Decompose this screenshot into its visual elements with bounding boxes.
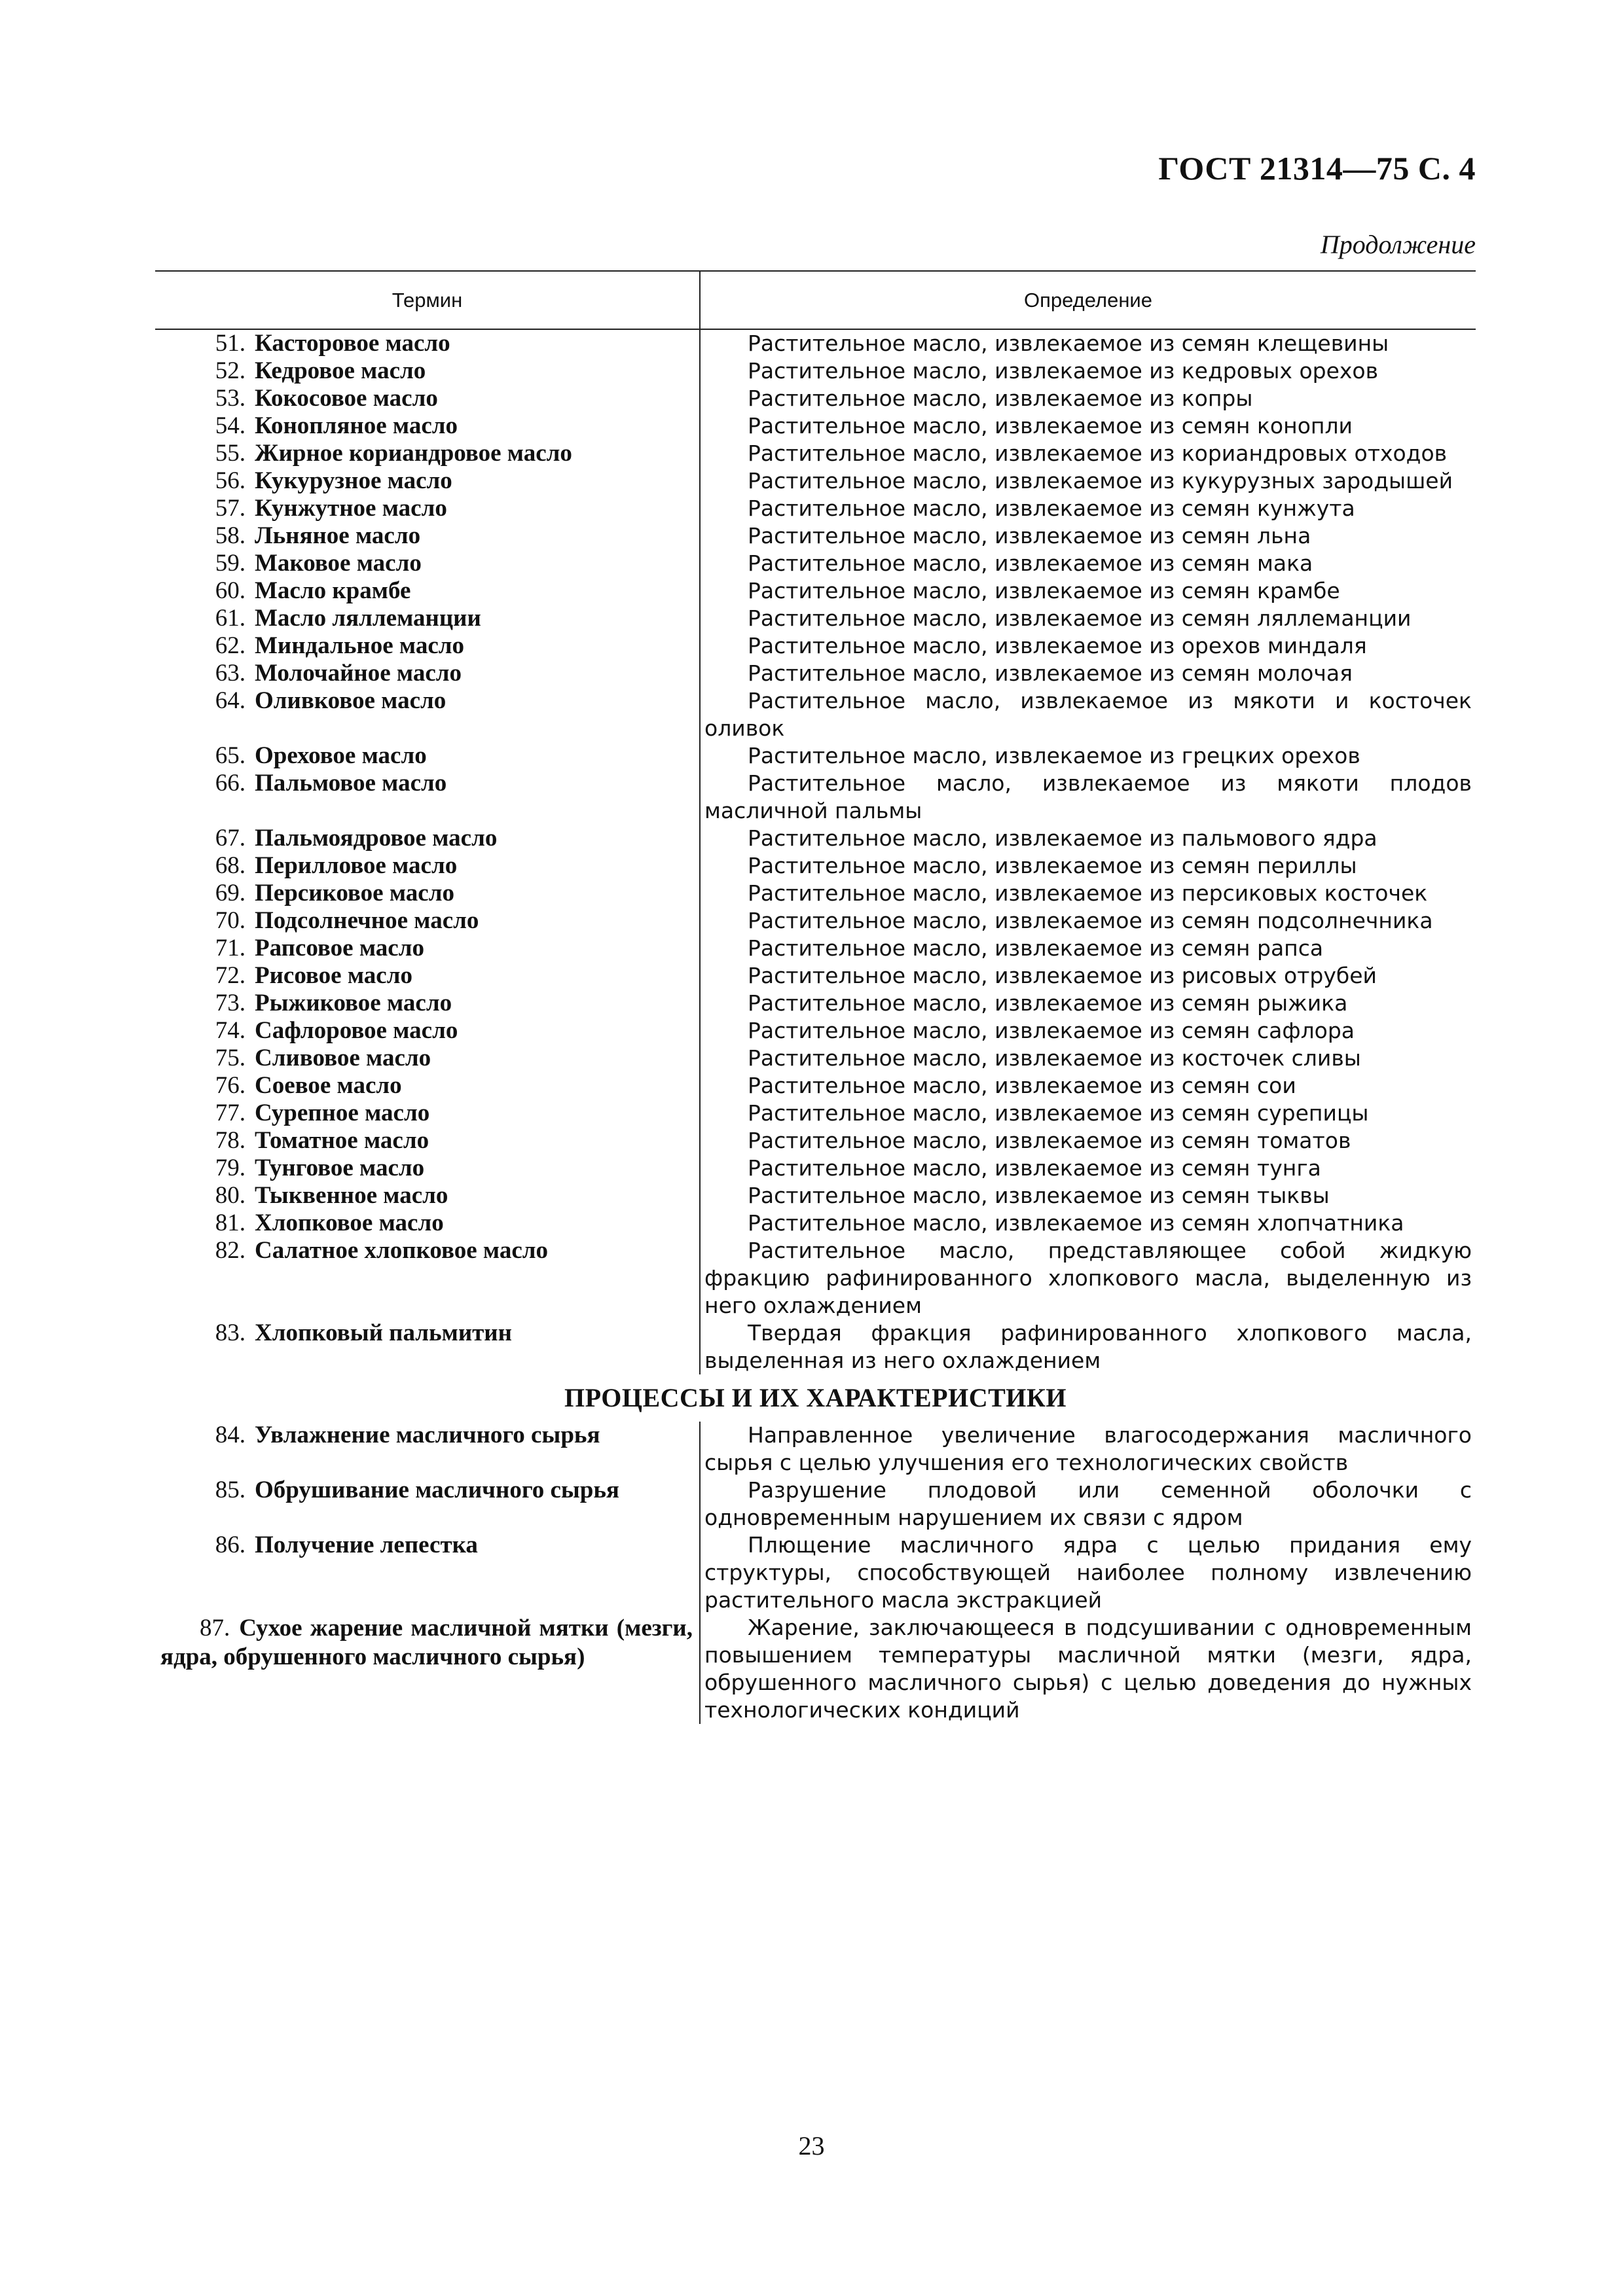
term-cell (155, 1532, 699, 1614)
definition-cell: Растительное масло, извлекаемое из мякоти плодов масличной пальмы (704, 770, 1472, 823)
term-cell (155, 1045, 699, 1072)
term-cell (155, 632, 699, 660)
table-row (155, 1532, 1476, 1614)
term-name: Касторовое масло (255, 330, 450, 357)
term-number: 60. (215, 577, 246, 604)
definition-cell: Растительное масло, извлекаемое из семян кунжута (748, 495, 1355, 521)
table-row (155, 990, 1476, 1017)
term-number: 66. (215, 770, 246, 797)
table-body-processes (155, 1422, 1476, 1724)
term-name: Пальмоядровое масло (255, 825, 498, 852)
definition-cell: Растительное масло, извлекаемое из семян конопли (748, 413, 1353, 439)
table-row (155, 1045, 1476, 1072)
term-name: Рыжиковое масло (255, 990, 452, 1016)
column-divider (699, 330, 701, 1374)
term-number: 87. (200, 1615, 230, 1641)
table-row (155, 1017, 1476, 1045)
table-row (155, 632, 1476, 660)
term-cell (155, 1100, 699, 1127)
term-number: 75. (215, 1045, 246, 1071)
term-cell (155, 1614, 699, 1724)
column-header-term: Термин (392, 288, 463, 312)
table-row (155, 1182, 1476, 1210)
table-row (155, 1100, 1476, 1127)
term-name: Обрушивание масличного сырья (255, 1477, 619, 1503)
definition-cell: Жарение, заключающееся в подсушивании с одновременным повышением температуры масличной мятки (мезги, ядра, обрушенного масличного сырья) с целью доведения до нужных технологических кондиций (704, 1615, 1472, 1723)
term-number: 80. (215, 1182, 246, 1209)
definition-cell: Растительное масло, извлекаемое из семян ляллеманции (748, 605, 1412, 631)
term-number: 58. (215, 522, 246, 549)
term-name: Получение лепестка (255, 1532, 478, 1558)
term-name: Сафлоровое масло (255, 1017, 458, 1044)
term-number: 78. (215, 1127, 246, 1154)
table-row (155, 605, 1476, 632)
term-number: 67. (215, 825, 246, 852)
table-row (155, 522, 1476, 550)
term-cell (155, 990, 699, 1017)
section-title: ПРОЦЕССЫ И ИХ ХАРАКТЕРИСТИКИ (155, 1374, 1476, 1422)
table-row (155, 1127, 1476, 1155)
term-name: Хлопковый пальмитин (255, 1319, 512, 1346)
term-cell (155, 440, 699, 467)
term-cell (155, 1072, 699, 1100)
definition-cell: Растительное масло, извлекаемое из семян сафлора (748, 1018, 1355, 1043)
continuation-label: Продолжение (1320, 230, 1476, 259)
term-number: 81. (215, 1210, 246, 1236)
term-name: Ореховое масло (255, 742, 427, 769)
term-cell (155, 687, 699, 742)
term-name: Кокосовое масло (255, 385, 438, 412)
definition-cell: Растительное масло, извлекаемое из семян льна (748, 523, 1311, 548)
term-name: Рисовое масло (255, 962, 412, 989)
definition-cell: Растительное масло, извлекаемое из грецких орехов (748, 743, 1360, 768)
term-number: 52. (215, 357, 246, 384)
definition-cell: Твердая фракция рафинированного хлопкового масла, выделенная из него охлаждением (704, 1320, 1472, 1373)
term-name: Рапсовое масло (255, 935, 424, 961)
term-number: 77. (215, 1100, 246, 1126)
term-cell (155, 522, 699, 550)
term-number: 65. (215, 742, 246, 769)
term-name: Тыквенное масло (255, 1182, 448, 1209)
term-cell (155, 1210, 699, 1237)
table-row (155, 770, 1476, 825)
definition-cell: Растительное масло, извлекаемое из семян рыжика (748, 990, 1348, 1016)
definition-cell: Растительное масло, извлекаемое из рисовых отрубей (748, 963, 1377, 988)
definition-cell: Растительное масло, извлекаемое из семян периллы (748, 853, 1357, 878)
term-cell (155, 1127, 699, 1155)
table-row (155, 962, 1476, 990)
term-number: 72. (215, 962, 246, 989)
definition-cell: Растительное масло, извлекаемое из семян крамбе (748, 578, 1340, 603)
table-row (155, 467, 1476, 495)
term-name: Кунжутное масло (255, 495, 447, 522)
table-row (155, 1319, 1476, 1374)
term-cell (155, 770, 699, 825)
term-name: Льняное масло (255, 522, 421, 549)
term-number: 54. (215, 412, 246, 439)
term-cell (155, 467, 699, 495)
table-row (155, 1237, 1476, 1319)
term-cell (155, 1237, 699, 1319)
table-header (155, 270, 1476, 330)
term-number: 68. (215, 852, 246, 879)
table-row (155, 385, 1476, 412)
term-name: Маковое масло (255, 550, 422, 577)
term-name: Миндальное масло (255, 632, 465, 659)
definition-cell: Растительное масло, извлекаемое из орехов миндаля (748, 633, 1367, 658)
table-row (155, 1072, 1476, 1100)
term-number: 64. (215, 687, 246, 714)
definition-cell: Растительное масло, извлекаемое из семян клещевины (748, 331, 1389, 356)
term-number: 85. (215, 1477, 246, 1503)
term-name: Масло ляллеманции (255, 605, 481, 632)
term-name: Масло крамбе (255, 577, 411, 604)
term-cell (155, 605, 699, 632)
definition-cell: Растительное масло, извлекаемое из семян тунга (748, 1155, 1321, 1181)
term-name: Персиковое масло (255, 880, 454, 906)
term-number: 59. (215, 550, 246, 577)
term-name: Соевое масло (255, 1072, 402, 1099)
table-row (155, 1477, 1476, 1532)
term-name: Пальмовое масло (255, 770, 447, 797)
term-name: Жирное кориандровое масло (255, 440, 572, 467)
table-body (155, 330, 1476, 1374)
column-divider (699, 1422, 701, 1724)
table-row (155, 1155, 1476, 1182)
definition-cell: Растительное масло, представляющее собой жидкую фракцию рафинированного хлопкового масла, выделенную из него охлаждением (704, 1238, 1472, 1318)
definition-cell: Растительное масло, извлекаемое из персиковых косточек (748, 880, 1428, 906)
term-name: Молочайное масло (255, 660, 462, 687)
definition-cell: Растительное масло, извлекаемое из мякоти и косточек оливок (704, 688, 1472, 741)
term-cell (155, 852, 699, 880)
term-cell (155, 357, 699, 385)
term-cell (155, 907, 699, 935)
term-number: 56. (215, 467, 246, 494)
table-row (155, 825, 1476, 852)
term-number: 74. (215, 1017, 246, 1044)
table-row (155, 577, 1476, 605)
definition-cell: Растительное масло, извлекаемое из копры (748, 386, 1253, 411)
term-number: 61. (215, 605, 246, 632)
table-row (155, 1422, 1476, 1477)
table-row (155, 412, 1476, 440)
term-cell (155, 742, 699, 770)
definition-cell: Направленное увеличение влагосодержания масличного сырья с целью улучшения его технологических свойств (704, 1422, 1472, 1475)
term-name: Конопляное масло (255, 412, 458, 439)
table-row (155, 357, 1476, 385)
term-cell (155, 1155, 699, 1182)
term-number: 73. (215, 990, 246, 1016)
term-name: Томатное масло (255, 1127, 429, 1154)
definition-cell: Растительное масло, извлекаемое из семян сурепицы (748, 1100, 1369, 1126)
term-number: 62. (215, 632, 246, 659)
table-row (155, 742, 1476, 770)
table-row (155, 495, 1476, 522)
term-name: Кедровое масло (255, 357, 426, 384)
term-number: 57. (215, 495, 246, 522)
term-number: 55. (215, 440, 246, 467)
definition-cell: Растительное масло, извлекаемое из семян хлопчатника (748, 1210, 1404, 1236)
definition-cell: Растительное масло, извлекаемое из семян сои (748, 1073, 1296, 1098)
term-number: 86. (215, 1532, 246, 1558)
term-name: Хлопковое масло (255, 1210, 444, 1236)
term-number: 71. (215, 935, 246, 961)
term-name: Кукурузное масло (255, 467, 452, 494)
rows-processes (155, 1422, 1476, 1724)
term-cell (155, 1017, 699, 1045)
table-row (155, 880, 1476, 907)
definition-cell: Растительное масло, извлекаемое из семян мака (748, 550, 1313, 576)
term-number: 76. (215, 1072, 246, 1099)
term-name: Сливовое масло (255, 1045, 431, 1071)
term-name: Перилловое масло (255, 852, 458, 879)
term-number: 53. (215, 385, 246, 412)
definition-cell: Растительное масло, извлекаемое из кориандровых отходов (748, 440, 1448, 466)
term-cell (155, 495, 699, 522)
term-cell (155, 825, 699, 852)
table-row (155, 687, 1476, 742)
definition-cell: Растительное масло, извлекаемое из семян рапса (748, 935, 1324, 961)
term-name: Увлажнение масличного сырья (255, 1422, 600, 1448)
term-number: 51. (215, 330, 246, 357)
definition-cell: Растительное масло, извлекаемое из кукурузных зародышей (748, 468, 1453, 493)
definition-cell: Разрушение плодовой или семенной оболочки с одновременным нарушением их связи с ядром (704, 1477, 1472, 1530)
term-name: Сурепное масло (255, 1100, 430, 1126)
term-name: Подсолнечное масло (255, 907, 479, 934)
term-cell (155, 330, 699, 357)
term-name: Сухое жарение масличной мятки (мезги, ядра, обрушенного масличного сырья) (160, 1615, 693, 1670)
definition-cell: Растительное масло, извлекаемое из семян томатов (748, 1128, 1351, 1153)
document-header: ГОСТ 21314—75 С. 4 (1158, 150, 1476, 187)
page-number: 23 (798, 2131, 825, 2161)
term-cell (155, 962, 699, 990)
term-cell (155, 660, 699, 687)
term-number: 63. (215, 660, 246, 687)
table-row (155, 440, 1476, 467)
term-name: Салатное хлопковое масло (255, 1237, 549, 1264)
table-row (155, 1614, 1476, 1724)
term-cell (155, 577, 699, 605)
table-row (155, 852, 1476, 880)
definition-cell: Растительное масло, извлекаемое из семян молочая (748, 660, 1353, 686)
table-row (155, 1210, 1476, 1237)
term-cell (155, 1477, 699, 1532)
term-number: 69. (215, 880, 246, 906)
table-row (155, 935, 1476, 962)
rows-oils (155, 330, 1476, 1374)
definition-cell: Растительное масло, извлекаемое из семян тыквы (748, 1183, 1330, 1208)
term-number: 83. (215, 1319, 246, 1346)
term-cell (155, 1319, 699, 1374)
table-row (155, 660, 1476, 687)
term-number: 84. (215, 1422, 246, 1448)
definition-cell: Растительное масло, извлекаемое из пальмового ядра (748, 825, 1377, 851)
term-number: 79. (215, 1155, 246, 1181)
term-name: Оливковое масло (255, 687, 447, 714)
term-cell (155, 412, 699, 440)
table-row (155, 907, 1476, 935)
term-number: 70. (215, 907, 246, 934)
term-cell (155, 550, 699, 577)
term-cell (155, 1422, 699, 1477)
definition-cell: Растительное масло, извлекаемое из кедровых орехов (748, 358, 1379, 384)
definition-cell: Растительное масло, извлекаемое из семян подсолнечника (748, 908, 1433, 933)
table-row (155, 550, 1476, 577)
definition-cell: Плющение масличного ядра с целью придания ему структуры, способствующей наиболее полному извлечению растительного масла экстракцией (704, 1532, 1472, 1613)
term-cell (155, 880, 699, 907)
table-row (155, 330, 1476, 357)
terms-table (155, 270, 1476, 1724)
definition-cell: Растительное масло, извлекаемое из косточек сливы (748, 1045, 1361, 1071)
term-cell (155, 1182, 699, 1210)
term-cell (155, 935, 699, 962)
column-header-definition: Определение (699, 272, 1476, 329)
term-name: Тунговое масло (255, 1155, 425, 1181)
term-cell (155, 385, 699, 412)
term-number: 82. (215, 1237, 246, 1264)
